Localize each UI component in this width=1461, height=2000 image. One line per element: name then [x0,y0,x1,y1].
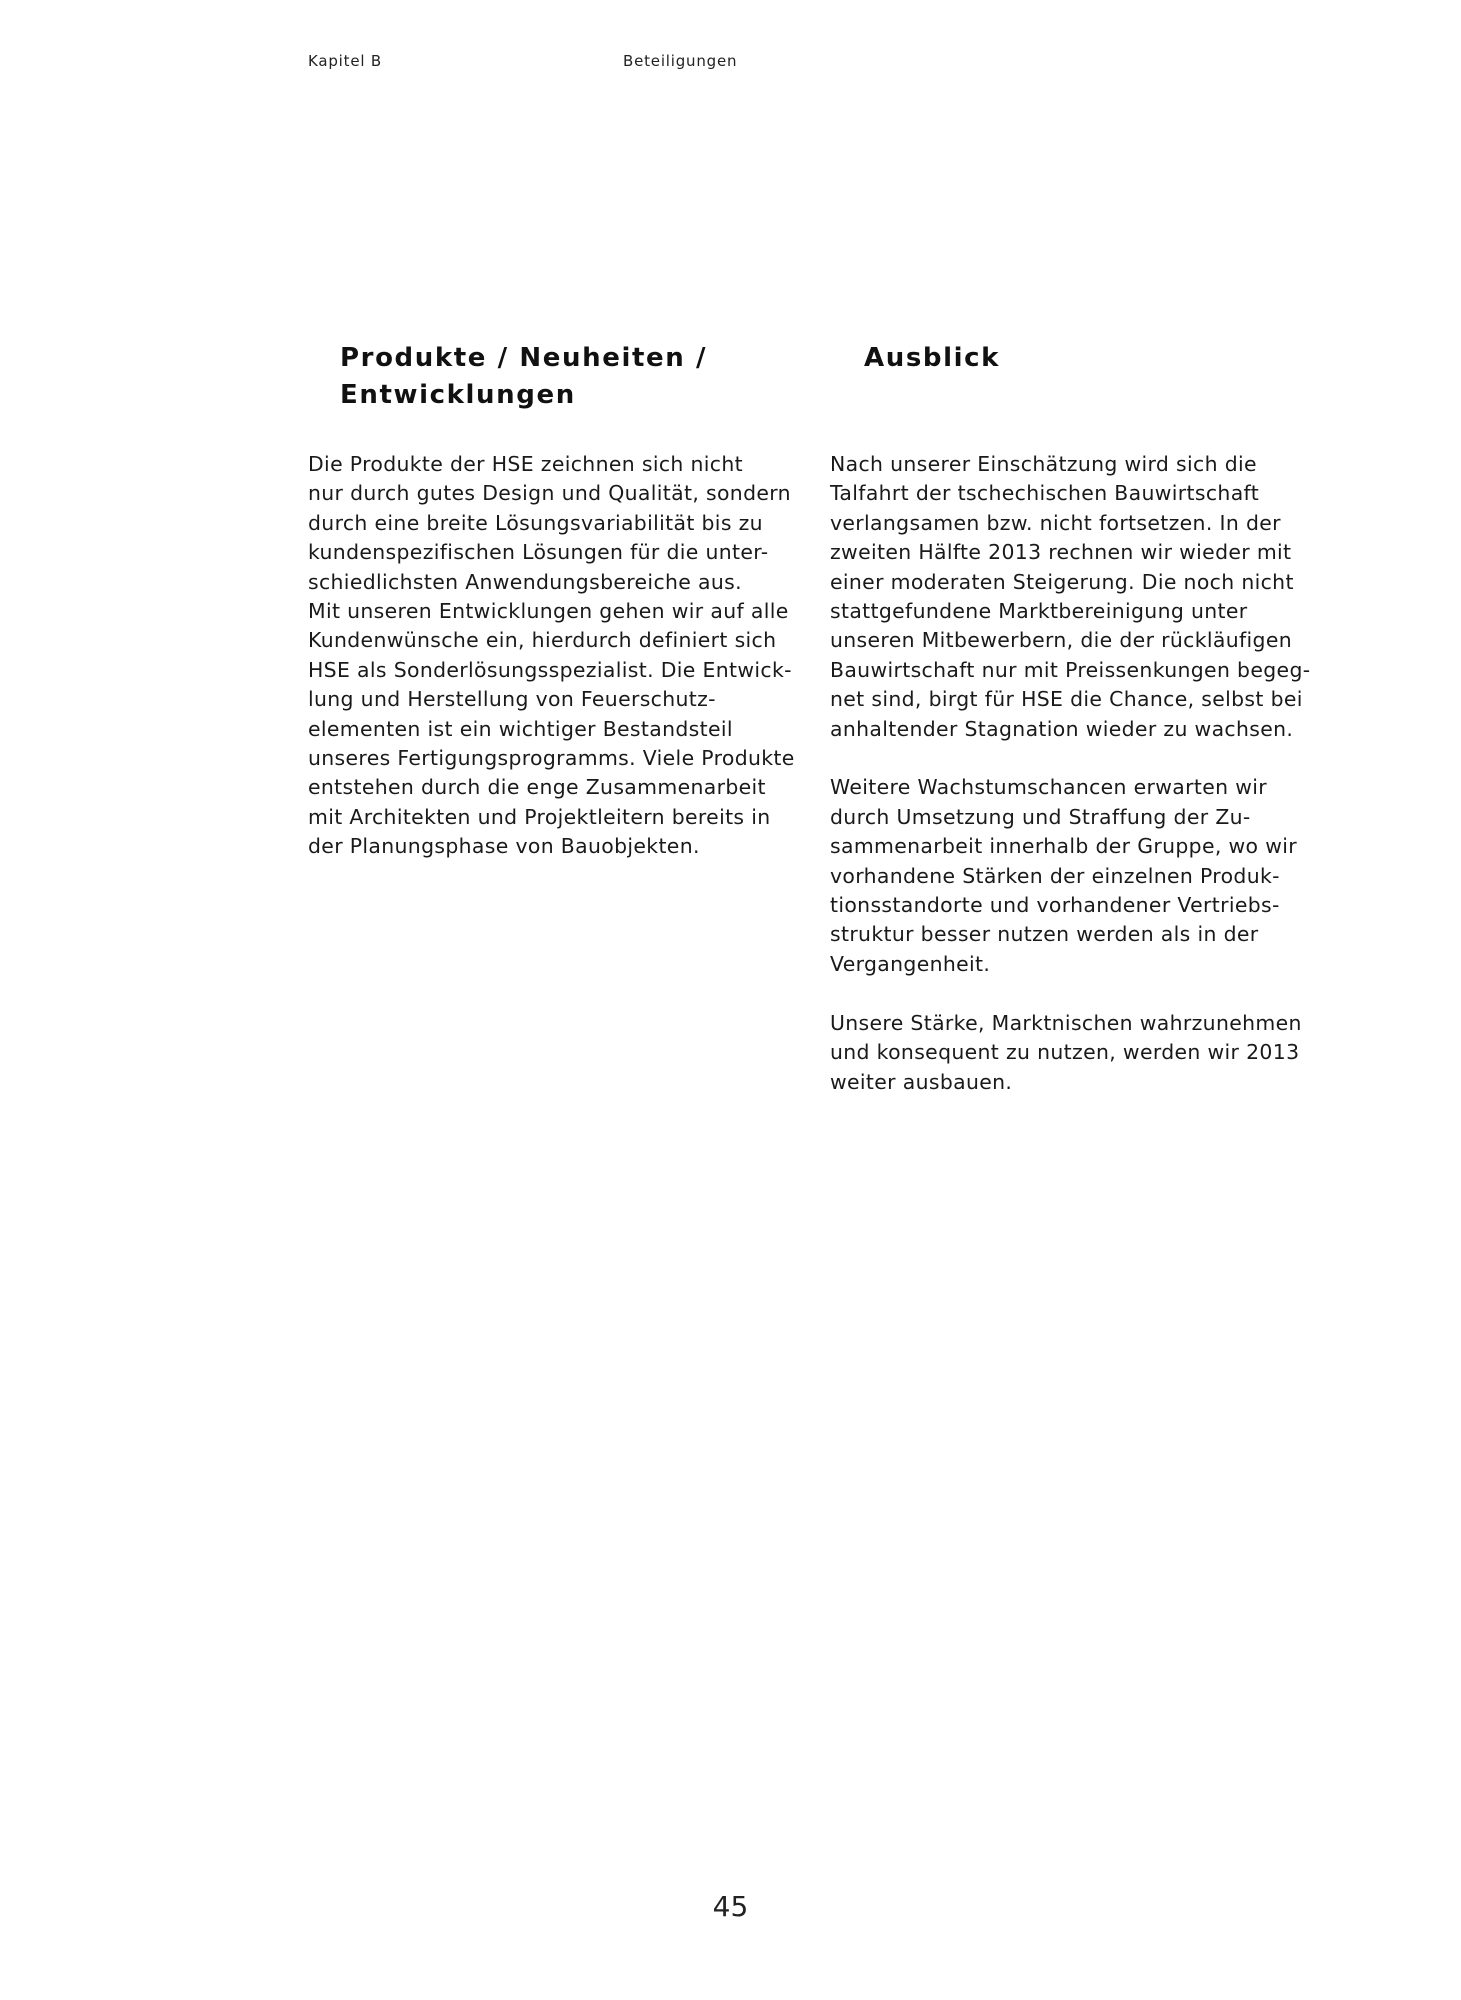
text-line: zweiten Hälfte 2013 rechnen wir wieder mit [830,540,1292,565]
text-line: mit Architekten und Projektleitern bereits in [308,804,771,829]
text-line: der Planungsphase von Bauobjekten. [308,834,700,859]
running-header-section: Beteiligungen [623,52,738,70]
text-line: schiedlichsten Anwendungsbereiche aus. [308,569,742,594]
text-line: weiter ausbauen. [830,1069,1013,1094]
outlook-paragraph-3 [830,1009,1310,1097]
text-line: kundenspezifischen Lösungen für die unter- [308,540,769,565]
products-heading [308,340,788,450]
text-line: lung und Herstellung von Feuerschutz- [308,687,716,712]
text-line: Die Produkte der HSE zeichnen sich nicht [308,452,743,476]
text-line: einer moderaten Steigerung. Die noch nicht [830,569,1294,594]
outlook-column [830,340,1310,1097]
text-line: nur durch gutes Design und Qualität, sondern [308,481,791,506]
text-line: Kundenwünsche ein, hierdurch definiert sich [308,628,777,653]
text-line: unseren Mitbewerbern, die der rückläufigen [830,628,1292,653]
text-line: unseres Fertigungsprogramms. Viele Produkte [308,746,795,771]
outlook-paragraph-1 [830,450,1310,744]
text-line: Weitere Wachstumschancen erwarten wir [830,775,1268,800]
products-column [308,340,795,862]
heading-line: Produkte / Neuheiten / [340,343,708,373]
text-line: vorhandene Stärken der einzelnen Produk- [830,863,1280,888]
outlook-paragraph-2 [830,773,1310,979]
text-line: sammenarbeit innerhalb der Gruppe, wo wir [830,834,1297,859]
text-line: und konsequent zu nutzen, werden wir 2013 [830,1040,1300,1065]
text-line: HSE als Sonderlösungsspezialist. Die Entwick- [308,657,792,682]
text-line: Unsere Stärke, Marktnischen wahrzunehmen [830,1010,1302,1035]
text-line: durch eine breite Lösungsvariabilität bis zu [308,510,763,535]
text-line: Vergangenheit. [830,951,991,976]
text-line: Mit unseren Entwicklungen gehen wir auf alle [308,599,789,624]
heading-line: Entwicklungen [340,380,576,410]
text-line: Nach unserer Einschätzung wird sich die [830,452,1257,476]
text-line: struktur besser nutzen werden als in der [830,922,1259,947]
text-line: tionsstandorte und vorhandener Vertriebs- [830,893,1280,918]
page-number: 45 [712,1890,749,1923]
text-line: entstehen durch die enge Zusammenarbeit [308,775,766,800]
heading-line: Ausblick [864,343,1001,373]
text-line: verlangsamen bzw. nicht fortsetzen. In der [830,510,1281,535]
text-line: Bauwirtschaft nur mit Preissenkungen begeg- [830,657,1311,682]
text-line: elementen ist ein wichtiger Bestandsteil [308,716,733,741]
running-header-chapter: Kapitel B [308,52,382,70]
text-line: durch Umsetzung und Straffung der Zu- [830,804,1251,829]
text-line: net sind, birgt für HSE die Chance, selbst bei [830,687,1303,712]
outlook-heading [830,340,1310,450]
products-paragraph [308,450,795,862]
text-line: Talfahrt der tschechischen Bauwirtschaft [830,481,1260,506]
text-line: stattgefundene Marktbereinigung unter [830,599,1248,624]
text-line: anhaltender Stagnation wieder zu wachsen. [830,716,1294,741]
